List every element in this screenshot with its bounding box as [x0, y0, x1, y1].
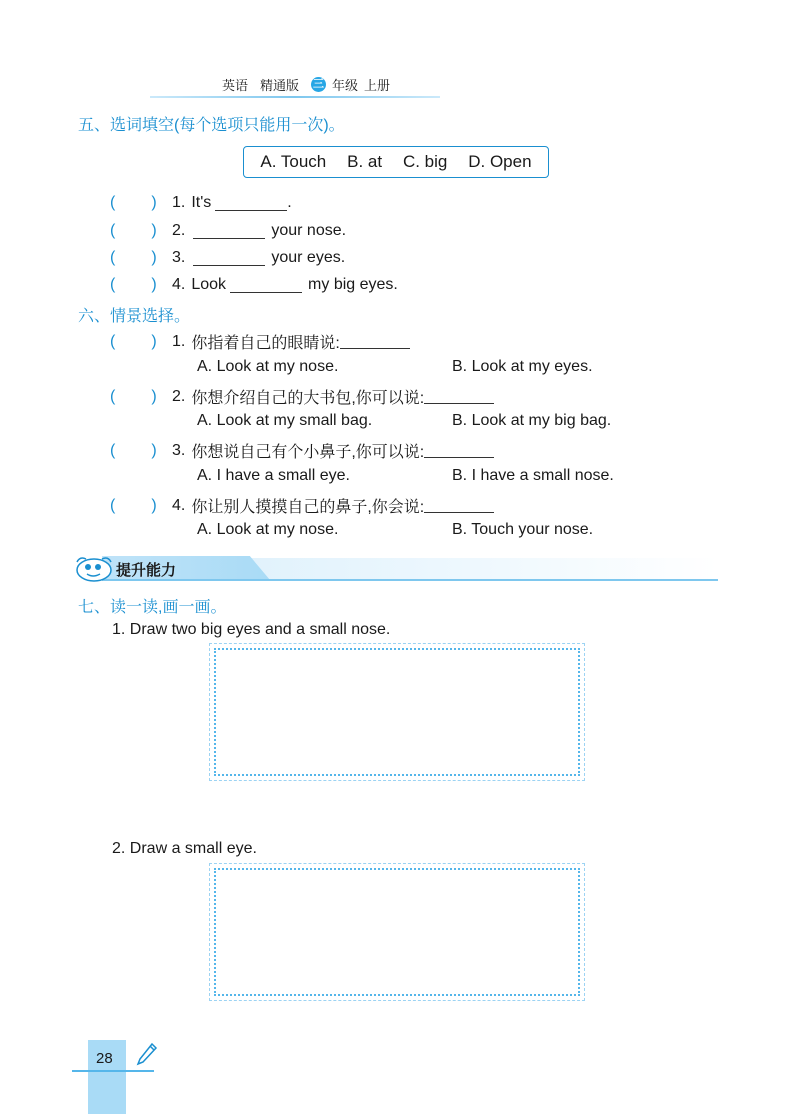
- fill-item-4: [110, 276, 398, 294]
- draw-task-1: 1. Draw two big eyes and a small nose.: [112, 621, 391, 638]
- answer-blank[interactable]: [230, 278, 302, 293]
- drawing-frame-1[interactable]: [214, 648, 580, 776]
- item-number: 4.: [172, 496, 186, 514]
- answer-paren[interactable]: ( ): [110, 249, 157, 266]
- word-option-b: B. at: [347, 152, 383, 171]
- item-number: 4.: [172, 276, 186, 293]
- header-divider: [150, 96, 440, 98]
- draw-task-2: 2. Draw a small eye.: [112, 840, 257, 857]
- page-header: [222, 75, 390, 94]
- scenario-prompt: 你想介绍自己的大书包,你可以说:: [191, 390, 425, 407]
- fill-item-2: [110, 222, 346, 240]
- section7-title: 七、读一读,画一画。: [78, 599, 227, 616]
- answer-paren[interactable]: ( ): [110, 441, 157, 459]
- answer-blank[interactable]: [193, 224, 265, 239]
- answer-paren[interactable]: ( ): [110, 332, 157, 350]
- item-number: 3.: [172, 249, 186, 266]
- answer-paren[interactable]: ( ): [110, 496, 157, 514]
- fill-item-3: [110, 249, 345, 267]
- scenario-item-2: [110, 385, 494, 408]
- item-number: 1.: [172, 194, 186, 211]
- answer-paren[interactable]: ( ): [110, 387, 157, 405]
- header-grade: 年级: [332, 78, 359, 93]
- option-b[interactable]: B. Look at my big bag.: [452, 412, 612, 429]
- page-number: 28: [96, 1050, 113, 1067]
- item-number: 1.: [172, 332, 186, 350]
- word-option-d: D. Open: [468, 152, 532, 171]
- item-after: your nose.: [271, 222, 347, 239]
- item-number: 2.: [172, 222, 186, 239]
- word-option-a: A. Touch: [260, 152, 327, 171]
- grade-badge: 三: [313, 78, 325, 90]
- option-b[interactable]: B. Touch your nose.: [452, 521, 594, 538]
- banner-underline: [102, 579, 718, 581]
- item-number: 2.: [172, 387, 186, 405]
- scenario-item-1: [110, 330, 410, 353]
- item-after: .: [287, 194, 292, 211]
- item-after: my big eyes.: [308, 276, 398, 293]
- scenario-item-4: [110, 494, 494, 517]
- answer-blank[interactable]: [340, 334, 410, 349]
- answer-paren[interactable]: ( ): [110, 194, 157, 211]
- footer-line: [72, 1070, 154, 1072]
- header-edition: 精通版: [260, 78, 300, 93]
- answer-blank[interactable]: [424, 498, 494, 513]
- answer-paren[interactable]: ( ): [110, 276, 157, 293]
- drawing-frame-2[interactable]: [214, 868, 580, 996]
- answer-blank[interactable]: [424, 443, 494, 458]
- pencil-icon: [136, 1042, 158, 1068]
- option-b[interactable]: B. Look at my eyes.: [452, 358, 593, 375]
- scenario-item-3: [110, 439, 494, 462]
- fill-item-1: [110, 194, 292, 212]
- answer-paren[interactable]: ( ): [110, 222, 157, 239]
- item-number: 3.: [172, 441, 186, 459]
- section5-title: 五、选词填空(每个选项只能用一次)。: [78, 117, 345, 134]
- section6-title: 六、情景选择。: [78, 308, 191, 325]
- item-after: your eyes.: [271, 249, 346, 266]
- scenario-prompt: 你让别人摸摸自己的鼻子,你会说:: [191, 499, 425, 516]
- header-volume: 上册: [364, 78, 391, 93]
- option-b[interactable]: B. I have a small nose.: [452, 467, 614, 484]
- option-a[interactable]: A. Look at my nose.: [197, 358, 339, 375]
- answer-blank[interactable]: [215, 196, 287, 211]
- item-before: It's: [191, 194, 212, 211]
- word-options-box: [243, 146, 549, 178]
- answer-blank[interactable]: [193, 251, 265, 266]
- word-option-c: C. big: [402, 152, 448, 171]
- option-a[interactable]: A. I have a small eye.: [197, 467, 350, 484]
- answer-blank[interactable]: [424, 389, 494, 404]
- cartoon-mascot-icon: [72, 554, 116, 584]
- item-before: Look: [191, 276, 227, 293]
- option-a[interactable]: A. Look at my nose.: [197, 521, 339, 538]
- scenario-prompt: 你指着自己的眼睛说:: [191, 335, 340, 352]
- option-a[interactable]: A. Look at my small bag.: [197, 412, 373, 429]
- section-banner: [72, 554, 718, 584]
- banner-label: 提升能力: [116, 562, 177, 579]
- scenario-prompt: 你想说自己有个小鼻子,你可以说:: [191, 444, 425, 461]
- header-subject: 英语: [222, 78, 249, 93]
